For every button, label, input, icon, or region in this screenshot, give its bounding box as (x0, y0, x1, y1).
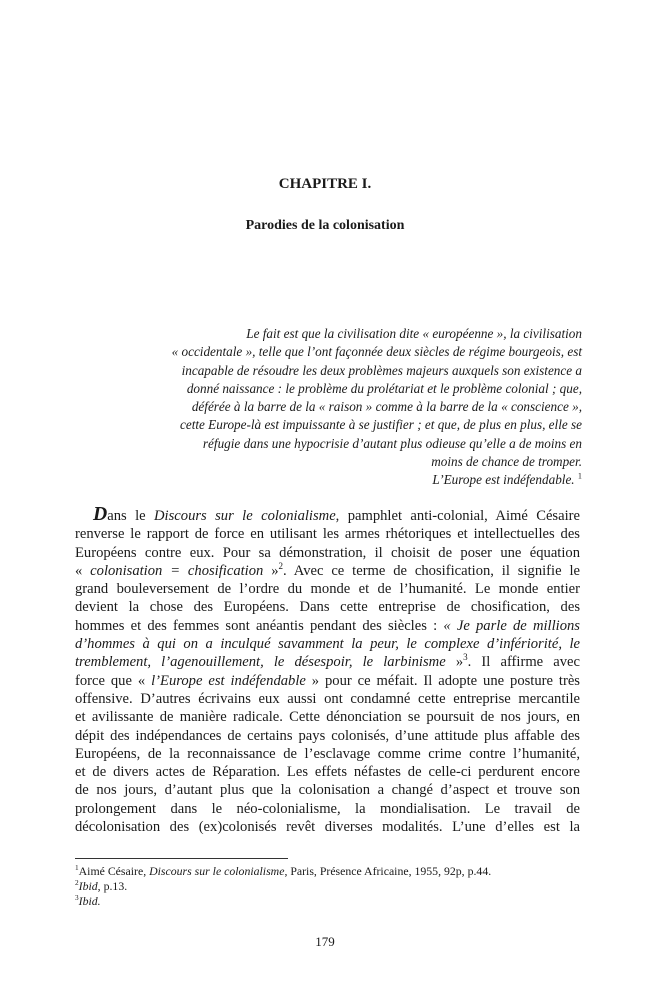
body-text-run: » pour ce méfait. Il adopte une posture très (305, 672, 580, 689)
epigraph-quote (140, 325, 582, 490)
footnote-number: 2 (75, 878, 79, 888)
epigraph-line: « occidentale », telle que l’ont façonnée deux siècles de régime bourgeois, est (171, 344, 582, 360)
body-line: Européens contre eux. Pour sa démonstration, il choisit de poser une équation (75, 544, 580, 561)
body-line (75, 562, 580, 580)
epigraph-line: déférée à la barre de la « raison » comme à la barre de la « conscience », (191, 399, 582, 415)
quote-italic: d’hommes à qui on a inculqué savamment la peur, le complexe d’infériorité, le (75, 636, 580, 653)
book-title-italic: Discours sur le colonialisme (154, 508, 336, 524)
body-text-run: « (75, 562, 91, 579)
body-line: Européens, de la reconnaissance de l’esclavage comme crime contre l’humanité, (75, 745, 580, 762)
body-text-run: . Il affirme avec (467, 654, 581, 671)
body-line: dépit des indépendances de certains pays colonisés, d’une attitude plus affable des (75, 727, 580, 744)
footnote-item (75, 894, 580, 909)
quote-italic: tremblement, l’agenouillement, le désespoir, le larbinisme (75, 654, 446, 671)
body-text-run: . Avec ce terme de chosification, il signifie le (283, 562, 580, 579)
footnote-divider (75, 858, 288, 859)
body-line: et avilissante de manière radicale. Cette dénonciation se poursuit de nos jours, en (75, 709, 580, 726)
body-line: grand bouleversement de l’ordre du monde et de l’humanité. Le monde entier (75, 581, 580, 598)
epigraph-line: Le fait est que la civilisation dite « européenne », la civilisation (246, 326, 582, 341)
epigraph-closing-text: L’Europe est indéfendable. (432, 472, 575, 488)
body-line: offensive. D’autres écrivains eux aussi ont condamné cette entreprise mercantile (75, 690, 580, 707)
footnote-number: 1 (75, 863, 79, 873)
epigraph-line: moins de chance de tromper. (431, 454, 582, 470)
body-line: de nos jours, d’autant plus que la colonisation a changé d’aspect et trouve son (75, 782, 580, 799)
footnote-ref[interactable]: 2 (278, 561, 284, 572)
chapter-subtitle: Parodies de la colonisation (245, 218, 405, 233)
page-number: 179 (315, 934, 335, 949)
epigraph-line: réfugie dans une hypocrisie d’autant plus odieuse qu’elle a de moins en (202, 435, 582, 451)
body-line: prolongement dans le néo-colonialisme, la mondialisation. Le travail de (75, 800, 580, 817)
footnote-item (75, 864, 580, 879)
body-line: et de divers actes de Réparation. Les effets néfastes de celle-ci perdurent encore (75, 764, 580, 781)
epigraph-line: incapable de résoudre les deux problèmes majeurs auxquels son existence a (181, 362, 582, 378)
body-line (75, 653, 580, 671)
footnote-text: , p.13. (97, 879, 128, 893)
body-line (75, 672, 580, 690)
body-line: devient la chose des Européens. Dans cette entreprise de chosification, des (75, 599, 580, 616)
epigraph-line: donné naissance : le problème du prolétariat et le problème colonial ; que, (186, 380, 582, 396)
drop-cap: D (93, 503, 108, 525)
body-text-run: force que « (75, 672, 152, 689)
footnote-text: , Paris, Présence Africaine, 1955, 92p, p.44. (284, 864, 492, 878)
body-text-run: , pamphlet anti-colonial, Aimé Césaire (335, 508, 580, 524)
chapter-title: CHAPITRE I. (278, 176, 372, 192)
body-text-run: » (263, 562, 279, 579)
body-paragraph (75, 505, 580, 836)
footnote-italic: Discours sur le colonialisme (149, 864, 285, 878)
body-line (75, 617, 580, 635)
body-text-run: hommes et des femmes sont anéantis pendant des siècles : (75, 617, 444, 634)
footnote-text: Aimé Césaire, (78, 864, 150, 878)
footnote-italic: Ibid. (78, 894, 101, 908)
quote-italic: colonisation = chosification (90, 562, 264, 579)
epigraph-line: cette Europe-là est impuissante à se justifier ; et que, de plus en plus, elle se (179, 417, 582, 433)
footnote-item (75, 879, 580, 894)
body-line (75, 635, 580, 653)
footnote-number: 3 (75, 893, 79, 903)
body-line: renverse le rapport de force en utilisant les armes rhétoriques et intellectuelles des (75, 526, 580, 543)
quote-italic: « Je parle de millions (443, 617, 580, 634)
footnotes (75, 864, 580, 909)
quote-italic: l’Europe est indéfendable (151, 672, 306, 689)
body-text-run: » (445, 654, 464, 671)
body-line (75, 505, 580, 525)
footnote-ref[interactable]: 3 (463, 652, 468, 663)
footnote-italic: Ibid (78, 879, 98, 893)
body-line: décolonisation des (ex)colonisés revêt diverses modalités. L’une d’elles est la (75, 819, 580, 836)
epigraph-closing (140, 471, 582, 489)
footnote-ref[interactable]: 1 (577, 471, 582, 481)
body-text-run: ans le (107, 508, 155, 524)
